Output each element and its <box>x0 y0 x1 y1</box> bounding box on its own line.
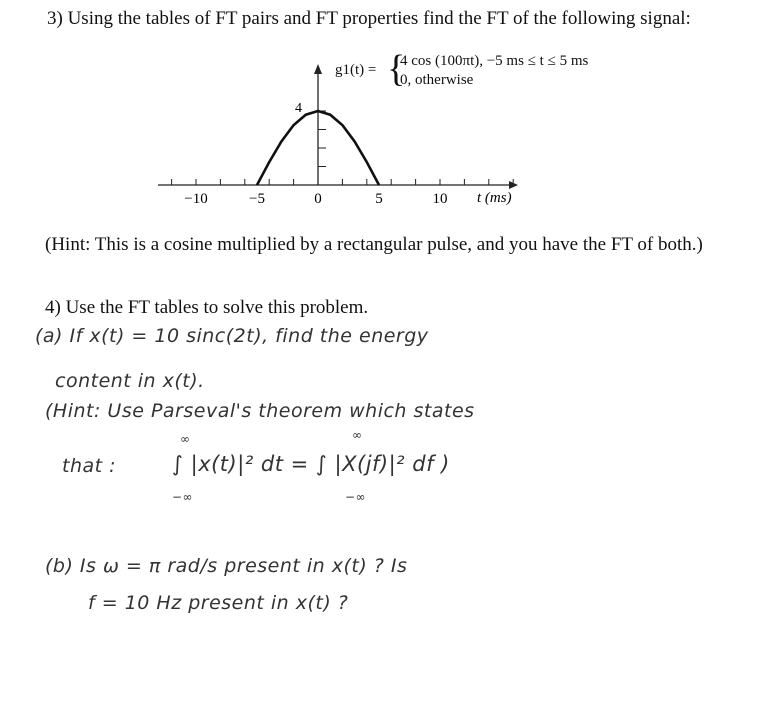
handwritten-line-1: (a) If x(t) = 10 sinc(2t), find the energy <box>35 325 429 347</box>
infinity-mark: ∞ <box>180 432 191 446</box>
brace: { <box>387 48 406 90</box>
neg-infinity-mark: −∞ <box>172 490 194 504</box>
handwritten-line-2: content in x(t). <box>55 370 205 392</box>
x-tick-label: −5 <box>249 191 265 207</box>
x-tick-label: −10 <box>184 191 208 207</box>
handwritten-line-5: (b) Is ω = π rad/s present in x(t) ? Is <box>45 555 408 577</box>
hint-text: (Hint: This is a cosine multiplied by a rectangular pulse, and you have the FT of both.) <box>45 234 703 255</box>
infinity-mark: ∞ <box>352 428 363 442</box>
question-4-text: 4) Use the FT tables to solve this problem. <box>45 297 369 318</box>
signal-case-2: 0, otherwise <box>400 72 474 88</box>
handwritten-line-6: f = 10 Hz present in x(t) ? <box>88 592 349 614</box>
signal-case-1: 4 cos (100πt), −5 ms ≤ t ≤ 5 ms <box>400 53 589 69</box>
handwritten-line-4-label: that : <box>62 455 117 477</box>
x-tick-label: 10 <box>432 191 448 207</box>
signal-plot <box>150 50 530 215</box>
signal-lhs: g1(t) = <box>335 62 377 78</box>
x-tick-label: 0 <box>314 191 322 207</box>
question-3-text: 3) Using the tables of FT pairs and FT properties find the FT of the following signal: <box>47 8 691 29</box>
peak-label: 4 <box>295 101 302 116</box>
parseval-formula: ∫ |x(t)|² dt = ∫ |X(jf)|² df ) <box>172 452 450 476</box>
handwritten-line-3: (Hint: Use Parseval's theorem which states <box>45 400 475 422</box>
neg-infinity-mark: −∞ <box>345 490 367 504</box>
t-axis-label: t (ms) <box>477 190 512 206</box>
amplitude-axis-arrow <box>314 64 322 74</box>
x-tick-label: 5 <box>375 191 383 207</box>
